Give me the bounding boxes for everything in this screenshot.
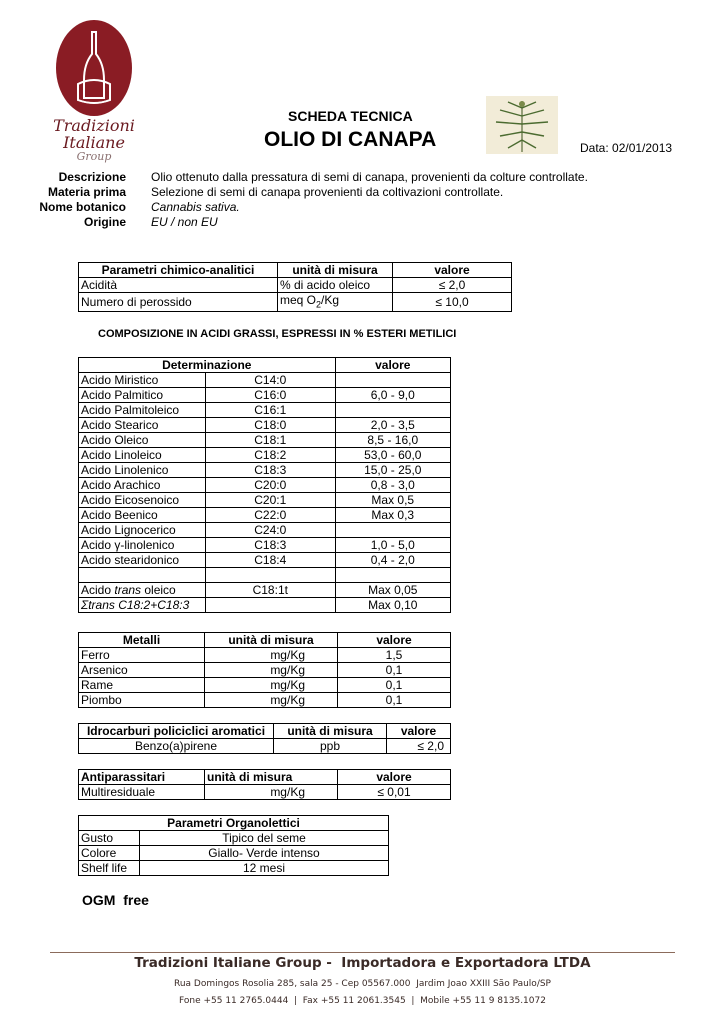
acid-name: Acido Eicosenoico: [79, 493, 206, 508]
acid-name: Acido Palmitico: [79, 388, 206, 403]
table-header-row: [79, 263, 512, 278]
organoleptic-table: [78, 815, 389, 876]
pah-unit: ppb: [274, 739, 387, 754]
acid-code: C18:1: [206, 433, 336, 448]
table-row: [79, 448, 451, 463]
acid-name: Acido Miristico: [79, 373, 206, 388]
acid-name: Acido Stearico: [79, 418, 206, 433]
metal-value: 1,5: [338, 648, 451, 663]
table-row: [79, 508, 451, 523]
acid-value: Max 0,5: [335, 493, 450, 508]
metal-unit: mg/Kg: [205, 693, 338, 708]
table-row: [79, 433, 451, 448]
column-header: valore: [335, 358, 450, 373]
table-row: [79, 831, 389, 846]
metal-name: Ferro: [79, 648, 205, 663]
metal-name: Arsenico: [79, 663, 205, 678]
footer-address: Rua Domingos Rosolia 285, sala 25 - Cep 05567.000 Jardim Joao XXIII São Paulo/SP: [174, 979, 551, 989]
column-header: unità di misura: [205, 770, 338, 785]
acid-value: 1,0 - 5,0: [335, 538, 450, 553]
acid-name-suffix: oleico: [141, 583, 176, 597]
acid-value: [335, 373, 450, 388]
acid-name: Acido Palmitoleico: [79, 403, 206, 418]
table-row: [79, 678, 451, 693]
organo-name: Gusto: [79, 831, 140, 846]
acid-code: [206, 598, 336, 613]
acid-code: C20:0: [206, 478, 336, 493]
acid-value: 0,4 - 2,0: [335, 553, 450, 568]
acid-code: C18:2: [206, 448, 336, 463]
fatty-acids-table: [78, 357, 451, 613]
info-value: EU / non EU: [151, 215, 218, 229]
column-header: valore: [387, 724, 451, 739]
table-row: [79, 648, 451, 663]
acid-code: C18:4: [206, 553, 336, 568]
info-label: Materia prima: [47, 185, 126, 199]
table-row: [79, 493, 451, 508]
acid-name: Acido Lignocerico: [79, 523, 206, 538]
hemp-plant-image: [486, 96, 558, 154]
logo: [44, 14, 144, 164]
pesticides-table: [78, 769, 451, 800]
page-title: OLIO DI CANAPA: [264, 128, 437, 151]
pesticide-unit: mg/Kg: [205, 785, 338, 800]
gmo-free-label: OGM free: [82, 892, 149, 908]
table-row: [79, 693, 451, 708]
acid-value: [335, 568, 450, 583]
chemical-parameters-table: [78, 262, 512, 312]
table-row: [79, 373, 451, 388]
acid-value: Max 0,3: [335, 508, 450, 523]
acid-code: C18:1t: [206, 583, 336, 598]
table-row: [79, 553, 451, 568]
info-row: [0, 200, 588, 215]
metal-value: 0,1: [338, 678, 451, 693]
acid-code: C18:0: [206, 418, 336, 433]
acid-name: Acido Beenico: [79, 508, 206, 523]
acid-value: 53,0 - 60,0: [335, 448, 450, 463]
table-row: [79, 278, 512, 293]
logo-emblem-icon: [44, 14, 144, 124]
sheet-subtitle: SCHEDA TECNICA: [288, 108, 413, 124]
acid-value: 2,0 - 3,5: [335, 418, 450, 433]
acid-code: [206, 568, 336, 583]
acid-name: [79, 598, 206, 613]
pesticide-value: ≤ 0,01: [338, 785, 451, 800]
table-header-row: [79, 816, 389, 831]
table-header-row: [79, 724, 451, 739]
metal-unit: mg/Kg: [205, 678, 338, 693]
column-header: valore: [338, 770, 451, 785]
column-header: Parametri chimico-analitici: [79, 263, 278, 278]
info-row: [0, 185, 588, 200]
acid-name: Acido Linolenico: [79, 463, 206, 478]
table-header-row: [79, 358, 451, 373]
table-header-row: [79, 633, 451, 648]
unit-prefix: meq O: [280, 293, 317, 307]
acid-code: C18:3: [206, 463, 336, 478]
acid-value: 6,0 - 9,0: [335, 388, 450, 403]
column-header: unità di misura: [274, 724, 387, 739]
logo-text-2: Italiane: [63, 133, 125, 152]
param-value: ≤ 10,0: [393, 293, 512, 312]
param-name: Numero di perossido: [79, 293, 278, 312]
pesticide-name: Multiresiduale: [79, 785, 205, 800]
acid-value: 15,0 - 25,0: [335, 463, 450, 478]
acid-code: C20:1: [206, 493, 336, 508]
acid-code: C24:0: [206, 523, 336, 538]
column-header: valore: [393, 263, 512, 278]
organo-name: Colore: [79, 846, 140, 861]
organo-name: Shelf life: [79, 861, 140, 876]
document-date: Data: 02/01/2013: [580, 141, 673, 155]
footer-contacts: Fone +55 11 2765.0444 | Fax +55 11 2061.3545 | Mobile +55 11 9 8135.1072: [179, 996, 546, 1006]
column-header: unità di misura: [205, 633, 338, 648]
organo-value: Giallo- Verde intenso: [140, 846, 389, 861]
table-row: [79, 388, 451, 403]
acid-name: Acido Linoleico: [79, 448, 206, 463]
column-header: Determinazione: [79, 358, 336, 373]
column-header: Parametri Organolettici: [79, 816, 389, 831]
acid-name: Acido γ-linolenico: [79, 538, 206, 553]
pah-table: [78, 723, 451, 754]
table-row: [79, 293, 512, 312]
table-row: [79, 403, 451, 418]
footer-company: Tradizioni Italiane Group - Importadora e Exportadora LTDA: [134, 955, 591, 971]
acid-value: 8,5 - 16,0: [335, 433, 450, 448]
acid-code: C16:1: [206, 403, 336, 418]
table-row: [79, 463, 451, 478]
param-name: Acidità: [79, 278, 278, 293]
param-unit: [278, 293, 393, 312]
info-value: Olio ottenuto dalla pressatura di semi di canapa, provenienti da colture controllate.: [151, 170, 588, 184]
metal-unit: mg/Kg: [205, 648, 338, 663]
column-header: Metalli: [79, 633, 205, 648]
acid-code: C18:3: [206, 538, 336, 553]
table-row: [79, 663, 451, 678]
table-row: [79, 523, 451, 538]
metal-name: Rame: [79, 678, 205, 693]
acid-name: [79, 568, 206, 583]
table-row: [79, 846, 389, 861]
acid-name: [79, 583, 206, 598]
acid-value: 0,8 - 3,0: [335, 478, 450, 493]
fatty-acids-body: [79, 373, 451, 613]
acid-value: [335, 403, 450, 418]
table-row: [79, 583, 451, 598]
acid-name-italic: Σtrans C18:2+C18:3: [81, 598, 190, 612]
table-row: [79, 739, 451, 754]
param-unit: % di acido oleico: [278, 278, 393, 293]
metals-table: [78, 632, 451, 708]
column-header: Idrocarburi policiclici aromatici: [79, 724, 274, 739]
logo-text-1: Tradizioni: [53, 116, 135, 135]
organo-value: Tipico del seme: [140, 831, 389, 846]
table-row: [79, 568, 451, 583]
metal-value: 0,1: [338, 693, 451, 708]
info-label: Nome botanico: [39, 200, 126, 214]
hemp-leaf-icon: [486, 96, 558, 154]
info-row: [0, 215, 588, 230]
table-row: [79, 598, 451, 613]
table-row: [79, 478, 451, 493]
acid-name-italic: trans: [114, 583, 142, 597]
acid-value: Max 0,10: [335, 598, 450, 613]
pah-name: Benzo(a)pirene: [79, 739, 274, 754]
column-header: unità di misura: [278, 263, 393, 278]
info-label: Origine: [83, 215, 126, 229]
acid-name: Acido Arachico: [79, 478, 206, 493]
metal-value: 0,1: [338, 663, 451, 678]
table-header-row: [79, 770, 451, 785]
unit-subscript: 2: [316, 299, 322, 310]
acid-name-prefix: Acido: [81, 583, 115, 597]
acid-name: Acido stearidonico: [79, 553, 206, 568]
pah-value: ≤ 2,0: [387, 739, 451, 754]
acid-code: C22:0: [206, 508, 336, 523]
footer-divider: [50, 952, 675, 953]
table-row: [79, 418, 451, 433]
unit-suffix: /Kg: [321, 293, 340, 307]
organo-value: 12 mesi: [140, 861, 389, 876]
table-row: [79, 785, 451, 800]
table-row: [79, 538, 451, 553]
metal-unit: mg/Kg: [205, 663, 338, 678]
info-value: Selezione di semi di canapa provenienti da coltivazioni controllate.: [151, 185, 504, 199]
table-row: [79, 861, 389, 876]
logo-text-3: Group: [76, 150, 112, 163]
acid-name: Acido Oleico: [79, 433, 206, 448]
info-row: [0, 170, 588, 185]
acid-code: C16:0: [206, 388, 336, 403]
acid-code: C14:0: [206, 373, 336, 388]
acid-value: Max 0,05: [335, 583, 450, 598]
product-info: [0, 170, 588, 230]
acid-value: [335, 523, 450, 538]
metal-name: Piombo: [79, 693, 205, 708]
info-value: Cannabis sativa.: [151, 200, 240, 214]
column-header: Antiparassitari: [79, 770, 205, 785]
param-value: ≤ 2,0: [393, 278, 512, 293]
column-header: valore: [338, 633, 451, 648]
info-label: Descrizione: [58, 170, 126, 184]
fatty-acids-title: COMPOSIZIONE IN ACIDI GRASSI, ESPRESSI IN % ESTERI METILICI: [98, 328, 457, 340]
